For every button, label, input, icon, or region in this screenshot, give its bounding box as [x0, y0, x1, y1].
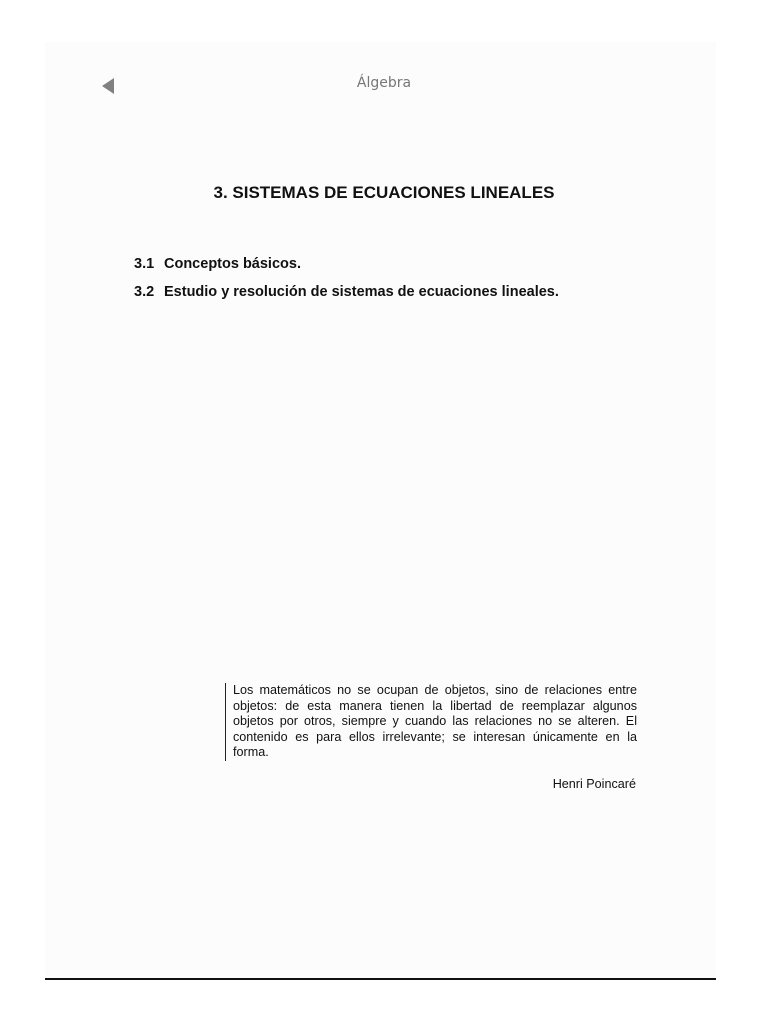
epigraph-quote [225, 683, 637, 761]
book-title: Álgebra [356, 75, 412, 91]
toc-item-3-1[interactable] [134, 256, 694, 273]
toc-item-number: 3.1 [134, 256, 155, 272]
epigraph-text: Los matemáticos no se ocupan de objetos, sino de relaciones entre objetos: de esta manera tienen la libertad de reemplazar algunos objetos por otros, siempre y cuando las relaciones no se alteren. El contenido es para ellos irrelevante; se interesan únicamente en la forma. [233, 683, 637, 759]
footer-divider [45, 978, 716, 980]
toc-item-label: Conceptos básicos. [164, 256, 301, 272]
chapter-title: 3. SISTEMAS DE ECUACIONES LINEALES [213, 183, 555, 202]
toc-item-3-2[interactable] [134, 284, 694, 301]
table-of-contents [134, 256, 694, 312]
toc-item-number: 3.2 [134, 284, 155, 300]
toc-item-label: Estudio y resolución de sistemas de ecuaciones lineales. [164, 284, 559, 300]
epigraph-author: Henri Poincaré [552, 777, 636, 791]
